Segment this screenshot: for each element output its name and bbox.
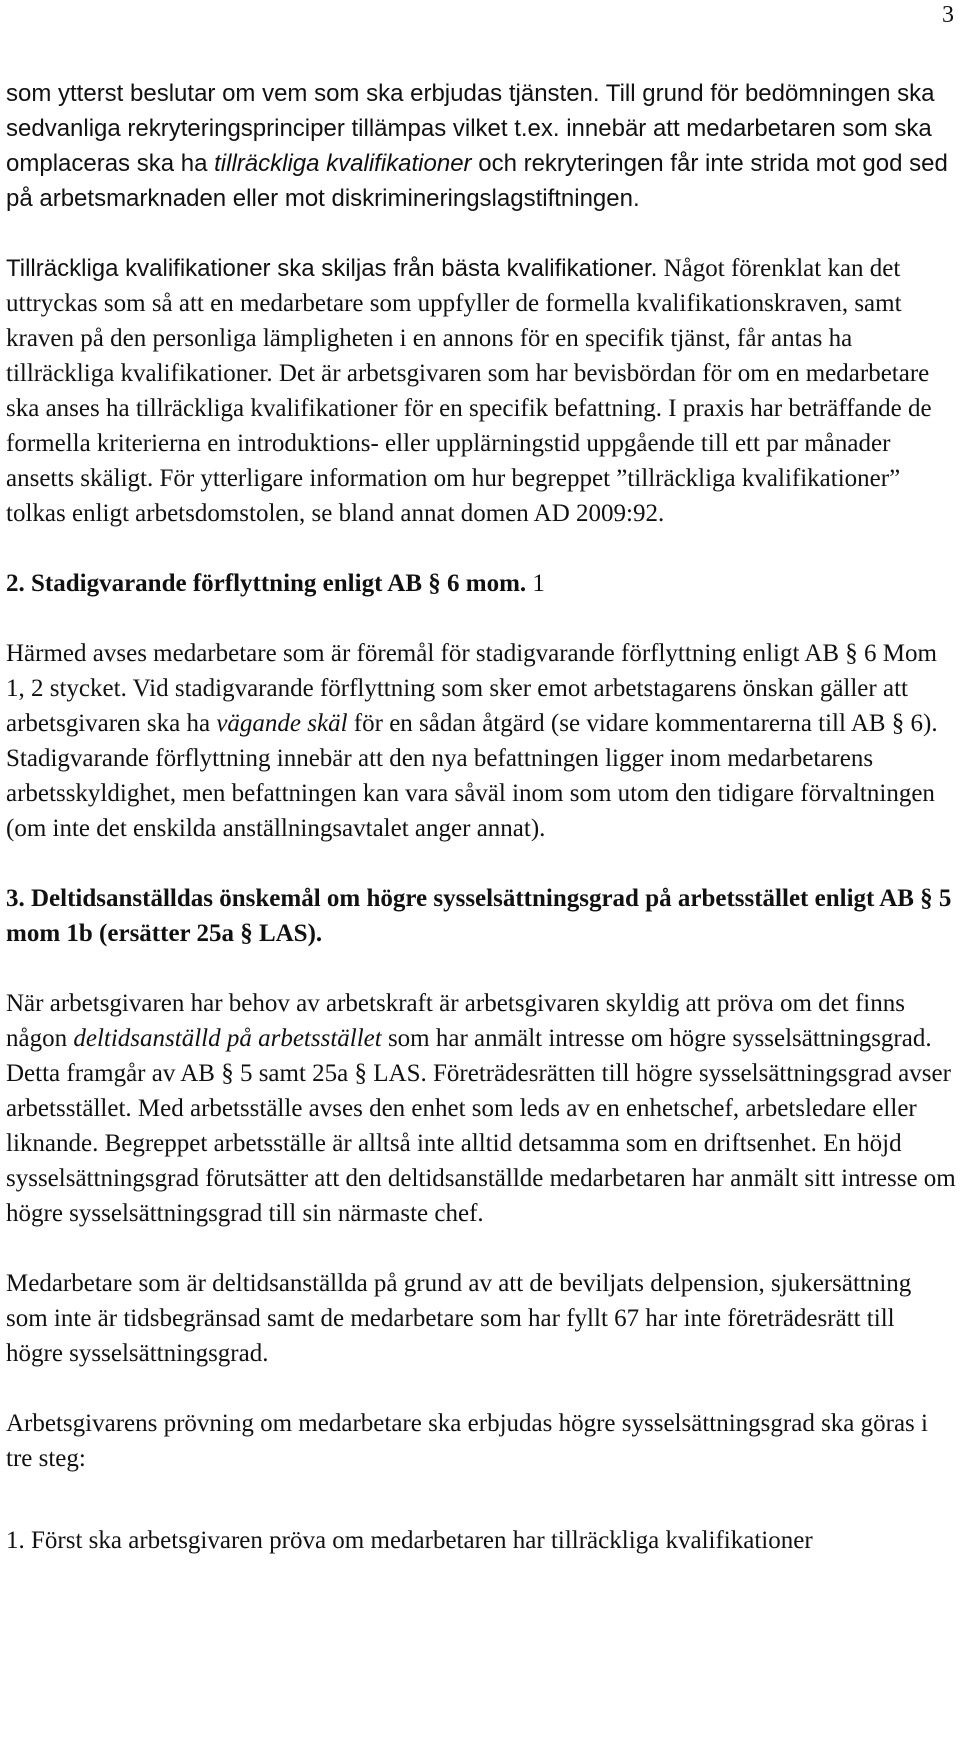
emphasis-text: deltidsanställd på arbetsstället: [73, 1025, 382, 1052]
emphasis-text: vägande skäl: [216, 710, 348, 737]
document-body: [6, 76, 956, 1558]
paragraph-qualifications: [6, 251, 956, 531]
paragraph-exceptions: Medarbetare som är deltidsanställda på grund av att de beviljats delpension, sjukersättning som inte är tidsbegränsad samt de medarbetare som har fyllt 67 har inte företrädesrätt till högre sysselsättningsgrad.: [6, 1270, 912, 1367]
text-run: Något förenklat kan det uttryckas som så att en medarbetare som uppfyller de formella kvalifikationskraven, samt kraven på den personliga lämpligheten i en annons för en specifik tjänst, får antas ha tillräckliga kvalifikationer. Det är arbetsgivaren som har bevisbördan för om en medarbetare ska anses ha tillräckliga kvalifikationer för en specifik befattning. I praxis har beträffande de formella kriterierna en introduktions- eller upplärningstid uppgående till ett par månader ansetts skäligt. För ytterligare information om hur begreppet ”tillräckliga kvalifikationer” tolkas enligt arbetsdomstolen, se bland annat domen AD 2009:92.: [6, 255, 932, 527]
text-run: och rekryteringen får inte strida mot god sed på arbetsmarknaden eller mot diskrimineringslagstiftningen.: [6, 150, 948, 212]
page-number: 3: [942, 2, 954, 28]
text-run-sans: Tillräckliga kvalifikationer ska skiljas från bästa kvalifikationer.: [6, 255, 658, 282]
section-heading-2: [6, 566, 956, 601]
text-run: som har anmält intresse om högre sysselsättningsgrad. Detta framgår av AB § 5 samt 25a § LAS. Företrädesrätten till högre sysselsättningsgrad avser arbetsstället. Med arbetsställe avses den enhet som leds av en enhetschef, arbetsledare eller liknande. Begreppet arbetsställe är alltså inte alltid detsamma som en driftsenhet. En höjd sysselsättningsgrad förutsätter att den deltidsanställde medarbetaren har anmält sitt intresse om högre sysselsättningsgrad till sin närmaste chef.: [6, 1025, 956, 1227]
paragraph-three-steps: Arbetsgivarens prövning om medarbetare ska erbjudas högre sysselsättningsgrad ska göras i tre steg:: [6, 1410, 928, 1472]
paragraph-part-time: [6, 986, 956, 1231]
emphasis-text: tillräckliga kvalifikationer: [214, 150, 472, 177]
text-run: som ytterst beslutar om vem som ska erbjudas tjänsten. Till grund för bedömningen ska sedvanliga rekryteringsprinciper tillämpas vilket t.ex. innebär att medarbetaren som ska omplaceras ska ha: [6, 80, 935, 177]
text-run: Härmed avses medarbetare som är föremål för stadigvarande förflyttning enligt AB § 6 Mom 1, 2 stycket. Vid stadigvarande förflyttning som sker emot arbetstagarens önskan gäller att arbetsgivaren ska ha: [6, 640, 937, 737]
text-run: för en sådan åtgärd (se vidare kommentarerna till AB § 6). Stadigvarande förflyttning innebär att den nya befattningen ligger inom medarbetarens arbetsskyldighet, men befattningen kan vara såväl inom som utom den tidigare förvaltningen (om inte det enskilda anställningsavtalet anger annat).: [6, 710, 938, 842]
paragraph-permanent-transfer: [6, 636, 956, 846]
heading-suffix: 1: [526, 570, 545, 597]
paragraph-recruitment: [6, 76, 956, 216]
section-heading-3: 3. Deltidsanställdas önskemål om högre sysselsättningsgrad på arbetsstället enligt AB § 5 mom 1b (ersätter 25a § LAS).: [6, 885, 952, 947]
heading-text: 2. Stadigvarande förflyttning enligt AB § 6 mom.: [6, 570, 527, 597]
list-item-step-1: 1. Först ska arbetsgivaren pröva om medarbetaren har tillräckliga kvalifikationer: [6, 1527, 813, 1554]
text-run: När arbetsgivaren har behov av arbetskraft är arbetsgivaren skyldig att pröva om det finns någon: [6, 990, 905, 1052]
